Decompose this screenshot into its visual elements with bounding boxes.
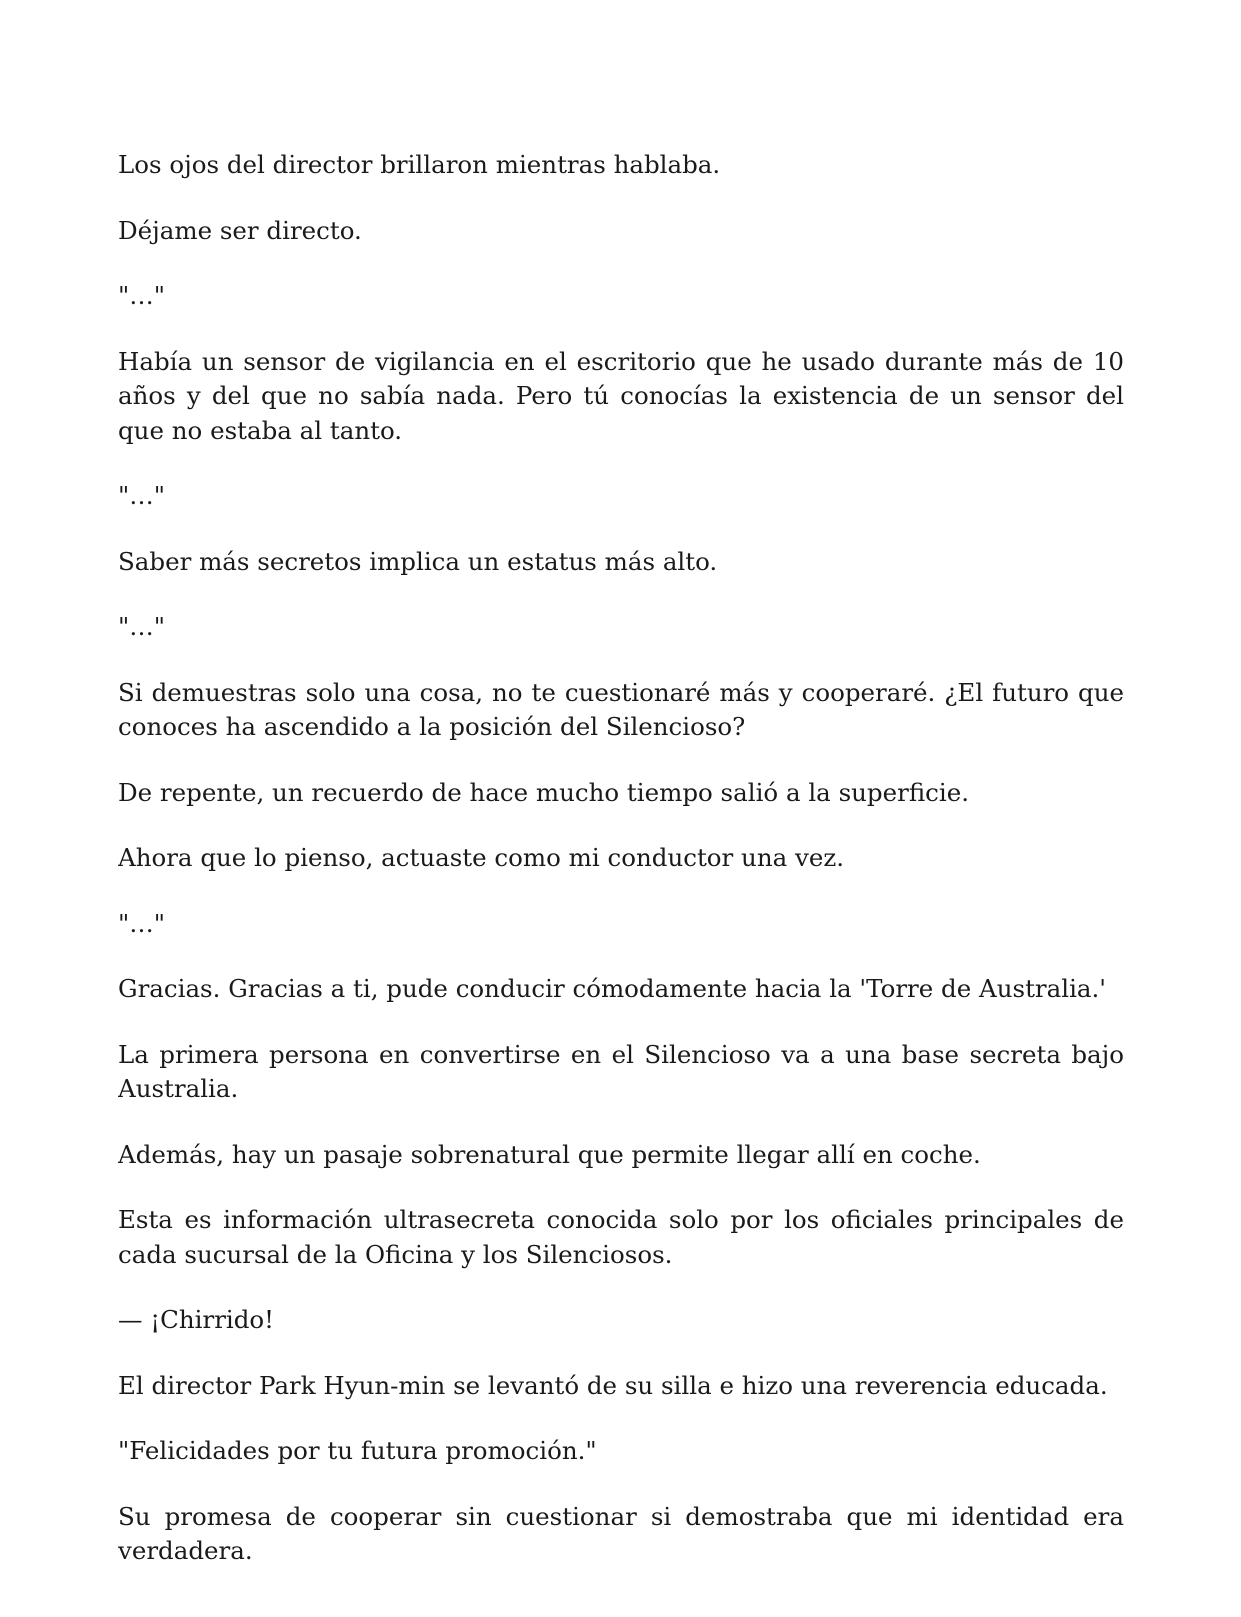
paragraph: "…" <box>118 612 166 641</box>
paragraph: Además, hay un pasaje sobrenatural que permite llegar allí en coche. <box>118 1139 981 1169</box>
paragraph: Saber más secretos implica un estatus más alto. <box>118 546 718 576</box>
paragraph: "…" <box>118 281 166 310</box>
paragraph: "…" <box>118 481 166 510</box>
paragraph: "…" <box>118 908 166 938</box>
paragraph: Esta es información ultrasecreta conocida solo por los oficiales principales de cada sucursal de la Oficina y los Silenciosos. <box>118 1205 1124 1269</box>
paragraph: — ¡Chirrido! <box>118 1305 275 1334</box>
paragraph: Ahora que lo pienso, actuaste como mi conductor una vez. <box>118 843 845 872</box>
paragraph: De repente, un recuerdo de hace mucho tiempo salió a la superficie. <box>118 777 970 807</box>
paragraph: La primera persona en convertirse en el Silencioso va a una base secreta bajo Australia. <box>118 1039 1124 1103</box>
paragraph: El director Park Hyun-min se levantó de su silla e hizo una reverencia educada. <box>118 1370 1108 1400</box>
document-page <box>118 148 1124 1617</box>
paragraph: Su promesa de cooperar sin cuestionar si demostraba que mi identidad era verdadera. <box>118 1501 1124 1565</box>
paragraph: Gracias. Gracias a ti, pude conducir cómodamente hacia la 'Torre de Australia.' <box>118 974 1107 1003</box>
paragraph: Los ojos del director brillaron mientras hablaba. <box>118 150 721 179</box>
paragraph: Déjame ser directo. <box>118 215 362 245</box>
paragraph: Si demuestras solo una cosa, no te cuestionaré más y cooperaré. ¿El futuro que conoces ha ascendido a la posición del Silencioso? <box>118 677 1124 741</box>
paragraph: Había un sensor de vigilancia en el escritorio que he usado durante más de 10 años y del que no sabía nada. Pero tú conocías la existencia de un sensor del que no estaba al tanto. <box>118 346 1124 445</box>
paragraph: "Felicidades por tu futura promoción." <box>118 1436 597 1465</box>
